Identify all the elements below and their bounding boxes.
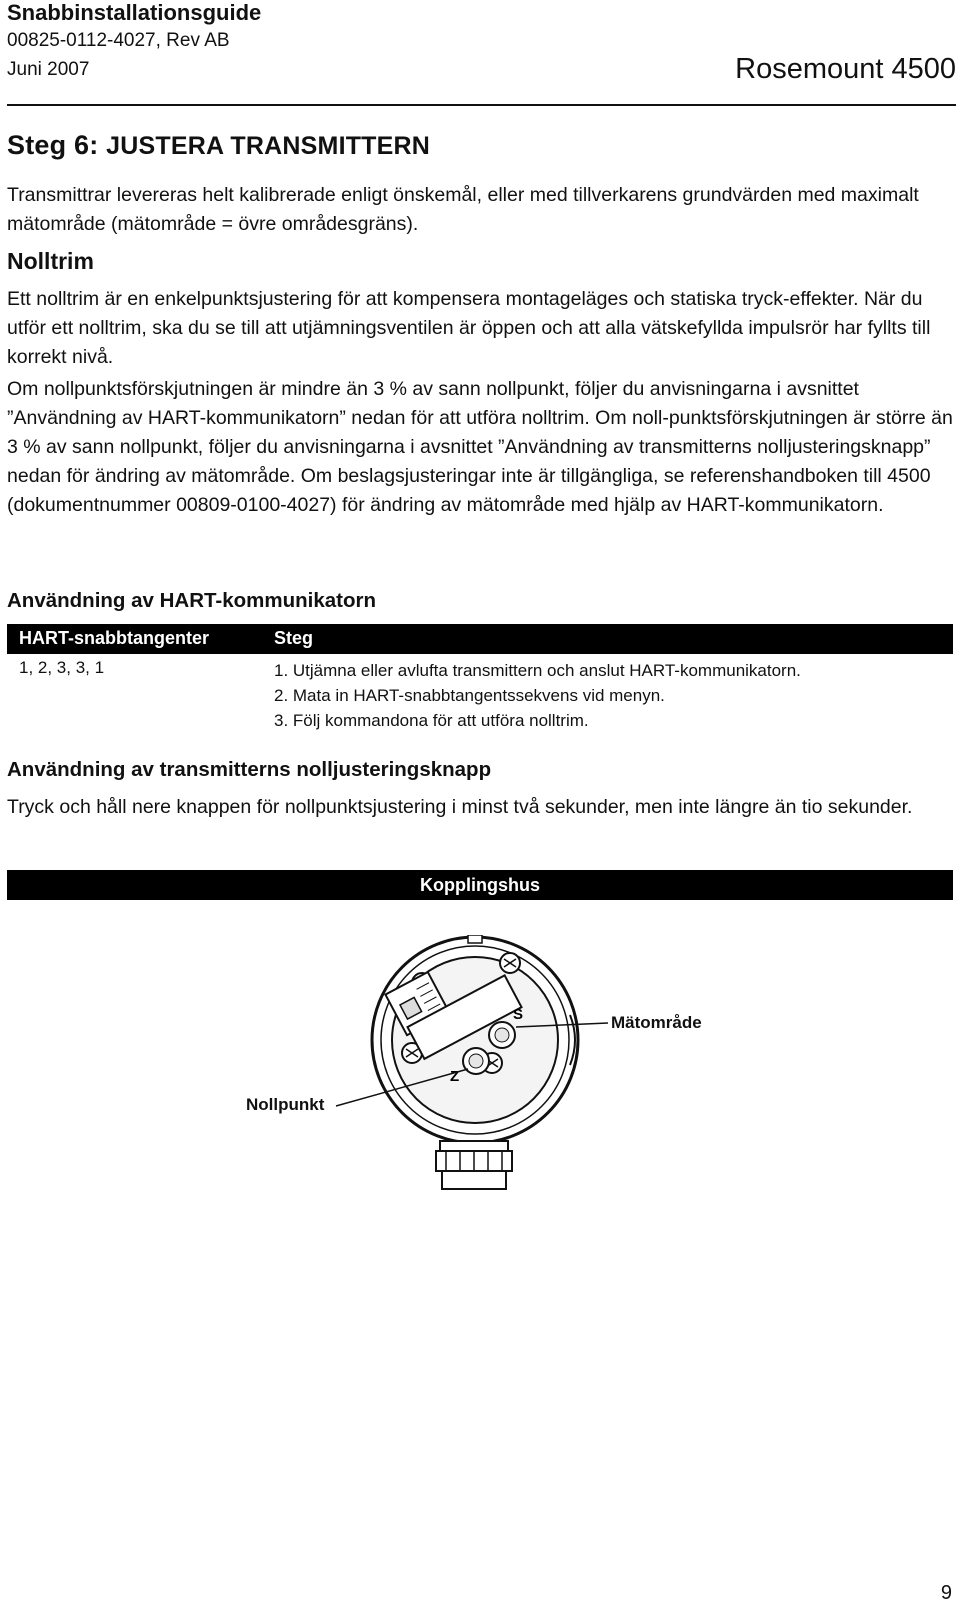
section-title xyxy=(7,130,430,161)
hart-step: 2. Mata in HART-snabbtangentssekvens vid menyn. xyxy=(274,686,665,705)
guide-title: Snabbinstallationsguide xyxy=(7,0,262,25)
section-step-label: Steg 6: xyxy=(7,130,99,160)
column-header-keys: HART-snabbtangenter xyxy=(19,628,210,648)
header-rule xyxy=(7,104,956,106)
nolltrim-heading: Nolltrim xyxy=(7,248,94,274)
page-number: 9 xyxy=(940,1582,952,1604)
hart-table-header xyxy=(7,624,953,654)
document-number: 00825-0112-4027, Rev AB xyxy=(7,30,230,51)
intro-paragraph: Transmittrar levereras helt kalibrerade enligt önskemål, eller med tillverkarens grundvärden med maximalt mätområde (mätområde = övre områdesgräns). xyxy=(7,184,919,235)
nolltrim-paragraph-2: Om nollpunktsförskjutningen är mindre än 3 % av sann nollpunkt, följer du anvisningarna i avsnittet ”Användning av HART-kommunikatorn” nedan för att utföra nolltrim. Om noll-punktsförskjutningen är större än 3 % av sann nollpunkt, följer du anvisningarna i avsnittet ”Användning av transmitterns nolljusteringsknapp” nedan för ändring av mätområde. Om beslagsjusteringar inte är tillgängliga, se referenshandboken till 4500 (dokumentnummer 00809-0100-4027) för ändring av mätområde med hjälp av HART-kommunikatorn. xyxy=(7,378,953,516)
zero-button-letter: Z xyxy=(450,1068,460,1085)
hart-step: 3. Följ kommandona för att utföra nolltrim. xyxy=(274,711,589,730)
hart-heading: Användning av HART-kommunikatorn xyxy=(7,589,377,612)
span-button-letter: S xyxy=(513,1006,524,1023)
hart-steps xyxy=(274,658,801,733)
conduit-entry xyxy=(436,1141,512,1189)
product-name: Rosemount 4500 xyxy=(735,53,956,85)
document-date: Juni 2007 xyxy=(7,59,90,80)
hart-step: 1. Utjämna eller avlufta transmittern och anslut HART-kommunikatorn. xyxy=(274,661,801,680)
screw-icon xyxy=(500,953,520,973)
section-title-text: JUSTERA TRANSMITTERN xyxy=(106,132,431,160)
figure-title: Kopplingshus xyxy=(7,870,953,900)
zero-label: Nollpunkt xyxy=(246,1095,325,1114)
terminal-housing-diagram xyxy=(240,935,660,1195)
nolltrim-paragraph-1: Ett nolltrim är en enkelpunktsjustering för att kompensera montageläges och statiska tryck-effekter. När du utför ett nolltrim, ska du se till att utjämningsventilen är öppen och att alla vätskefyllda impulsrör har fyllts till korrekt nivå. xyxy=(7,288,931,368)
button-heading: Användning av transmitterns nolljusteringsknapp xyxy=(7,758,492,781)
span-button xyxy=(489,1022,515,1048)
button-paragraph: Tryck och håll nere knappen för nollpunktsjustering i minst två sekunder, men inte längre än tio sekunder. xyxy=(7,796,913,818)
zero-button xyxy=(463,1048,489,1074)
column-header-steps: Steg xyxy=(274,628,314,648)
span-label: Mätområde xyxy=(611,1013,702,1032)
housing-top-tab xyxy=(468,935,482,943)
hart-key-sequence: 1, 2, 3, 3, 1 xyxy=(19,658,105,677)
